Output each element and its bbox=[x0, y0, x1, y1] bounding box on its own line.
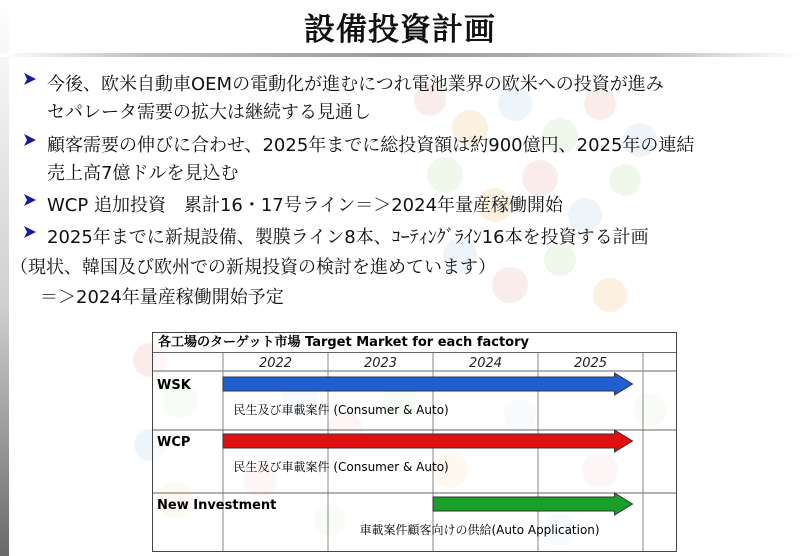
bullet-text: ＝＞2024年量産稼働開始予定 bbox=[22, 287, 284, 308]
timeline-row-note: 車載案件顧客向けの供給(Auto Application) bbox=[359, 523, 600, 537]
year-label: 2022 bbox=[258, 356, 293, 371]
bullet-text: 今後、欧米自動車OEMの電動化が進むにつれ電池業界の欧米への投資が進み bbox=[47, 74, 664, 95]
bullet-text: セパレータ需要の拡大は継続する見通し bbox=[47, 102, 371, 123]
timeline-chart bbox=[152, 332, 677, 552]
bullet-text: 2025年までに新規設備、製膜ライン8本、ｺｰﾃｨﾝｸﾞﾗｲﾝ16本を投資する計画 bbox=[47, 227, 649, 248]
timeline-arrow bbox=[223, 430, 633, 452]
arrow-bullet-icon bbox=[22, 192, 38, 208]
timeline-header: 各工場のターゲット市場 Target Market for each factory bbox=[153, 333, 676, 353]
timeline-row-note: 民生及び車載案件 (Consumer & Auto) bbox=[233, 403, 449, 417]
bullet-text: （現状、韓国及び欧州での新規投資の検討を進めています） bbox=[10, 257, 496, 278]
timeline-row-label: WCP bbox=[157, 435, 191, 450]
arrow-bullet-icon bbox=[22, 71, 38, 87]
bullet-text: WCP 追加投資 累計16・17号ライン＝＞2024年量産稼働開始 bbox=[47, 195, 564, 216]
arrow-bullet-icon bbox=[22, 224, 38, 240]
year-label: 2024 bbox=[468, 356, 503, 371]
arrow-bullet-icon bbox=[22, 132, 38, 148]
title-divider bbox=[0, 53, 800, 57]
year-label: 2025 bbox=[573, 356, 608, 371]
timeline-arrow bbox=[433, 493, 633, 515]
year-label: 2023 bbox=[363, 356, 398, 371]
bullet-text: 売上高7億ドルを見込む bbox=[47, 163, 239, 184]
timeline-arrow bbox=[223, 373, 633, 395]
page-title: 設備投資計画 bbox=[304, 12, 496, 48]
timeline-row-label: New Investment bbox=[157, 498, 277, 513]
timeline-row-note: 民生及び車載案件 (Consumer & Auto) bbox=[233, 460, 449, 474]
bullet-text: 顧客需要の伸びに合わせ、2025年までに総投資額は約900億円、2025年の連結 bbox=[47, 135, 695, 156]
timeline-canvas bbox=[153, 333, 676, 551]
timeline-row-label: WSK bbox=[157, 378, 191, 393]
